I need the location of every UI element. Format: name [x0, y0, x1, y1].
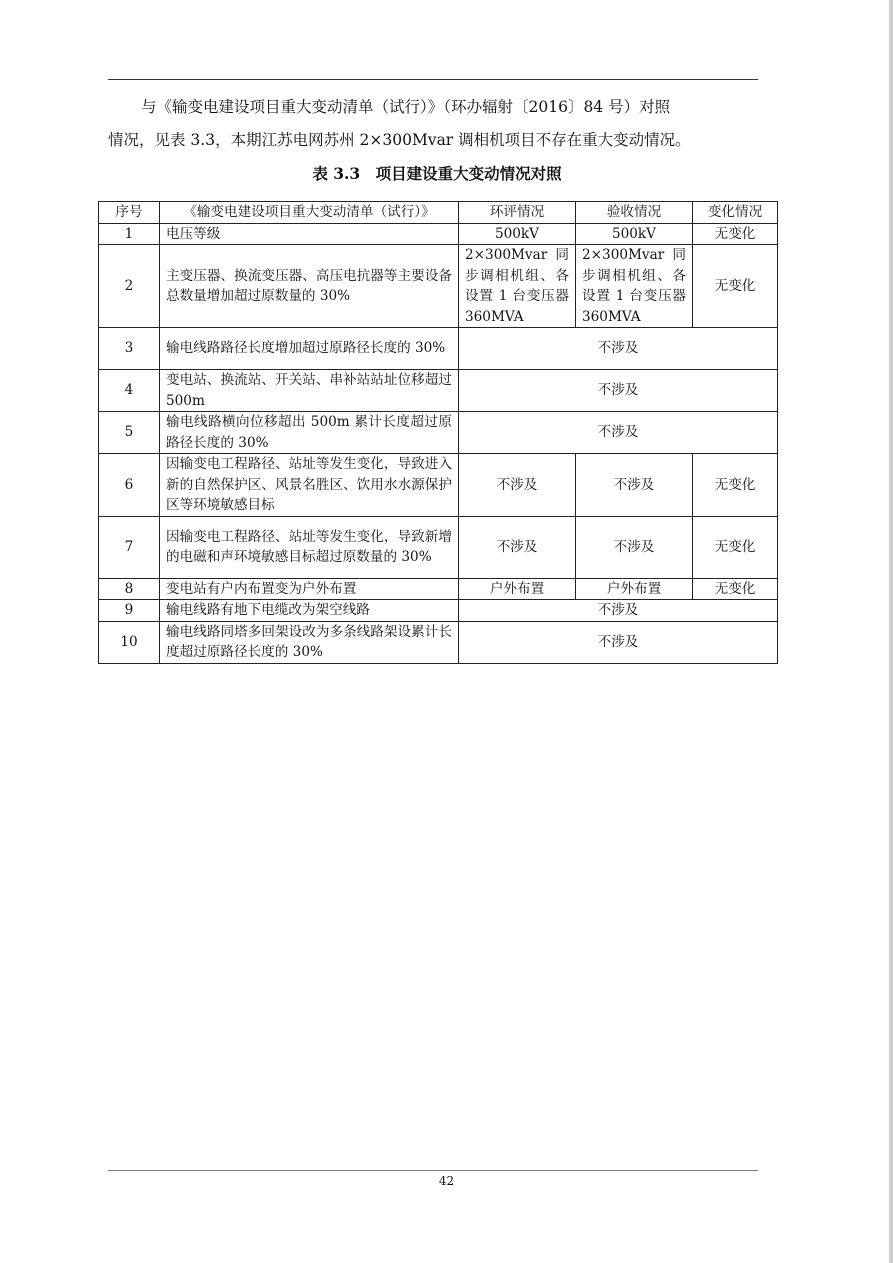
table-caption: 表 3.3 项目建设重大变动情况对照 — [312, 164, 562, 183]
table-header-row — [99, 202, 778, 224]
row-no: 5 — [99, 412, 160, 454]
row-no: 1 — [99, 223, 160, 245]
header-acceptance: 验收情况 — [576, 202, 693, 224]
table-row — [99, 328, 778, 370]
row-acceptance: 不涉及 — [576, 516, 693, 578]
row-no: 2 — [99, 245, 160, 328]
row-item: 输电线路同塔多回架设改为多条线路架设累计长度超过原路径长度的 30% — [160, 621, 459, 663]
row-merged-status: 不涉及 — [459, 370, 778, 412]
header-no: 序号 — [99, 202, 160, 224]
table-row — [99, 516, 778, 578]
row-merged-status: 不涉及 — [459, 600, 778, 622]
row-change: 无变化 — [693, 223, 778, 245]
row-no: 6 — [99, 454, 160, 517]
row-no: 4 — [99, 370, 160, 412]
table-row — [99, 600, 778, 622]
footer-rule — [108, 1170, 758, 1171]
table-row — [99, 223, 778, 245]
row-item: 主变压器、换流变压器、高压电抗器等主要设备总数量增加超过原数量的 30% — [160, 245, 459, 328]
table-row — [99, 454, 778, 517]
row-item: 变电站、换流站、开关站、串补站站址位移超过 500m — [160, 370, 459, 412]
header-item: 《输变电建设项目重大变动清单（试行）》 — [160, 202, 459, 224]
row-eia: 不涉及 — [459, 454, 576, 517]
row-eia: 不涉及 — [459, 516, 576, 578]
row-item: 因输变电工程路径、站址等发生变化，导致新增的电磁和声环境敏感目标超过原数量的 30% — [160, 516, 459, 578]
row-merged-status: 不涉及 — [459, 621, 778, 663]
table-row — [99, 578, 778, 600]
row-acceptance: 户外布置 — [576, 578, 693, 600]
row-change: 无变化 — [693, 578, 778, 600]
row-change: 无变化 — [693, 454, 778, 517]
row-acceptance: 2×300Mvar 同步调相机组、各设置 1 台变压器 360MVA — [576, 245, 693, 328]
header-eia: 环评情况 — [459, 202, 576, 224]
table-row — [99, 412, 778, 454]
row-item: 电压等级 — [160, 223, 459, 245]
major-change-comparison-table — [98, 201, 778, 664]
row-acceptance: 不涉及 — [576, 454, 693, 517]
row-change: 无变化 — [693, 245, 778, 328]
row-acceptance: 500kV — [576, 223, 693, 245]
row-merged-status: 不涉及 — [459, 412, 778, 454]
row-eia: 户外布置 — [459, 578, 576, 600]
row-item: 变电站有户内布置变为户外布置 — [160, 578, 459, 600]
table-row — [99, 245, 778, 328]
row-item: 因输变电工程路径、站址等发生变化，导致进入新的自然保护区、风景名胜区、饮用水水源保护区等环境敏感目标 — [160, 454, 459, 517]
row-item: 输电线路有地下电缆改为架空线路 — [160, 600, 459, 622]
row-no: 8 — [99, 578, 160, 600]
row-item: 输电线路横向位移超出 500m 累计长度超过原路径长度的 30% — [160, 412, 459, 454]
row-no: 10 — [99, 621, 160, 663]
row-merged-status: 不涉及 — [459, 328, 778, 370]
row-no: 3 — [99, 328, 160, 370]
row-item: 输电线路路径长度增加超过原路径长度的 30% — [160, 328, 459, 370]
row-change: 无变化 — [693, 516, 778, 578]
header-rule — [108, 79, 758, 80]
body-paragraph-line-2: 情况，见表 3.3，本期江苏电网苏州 2×300Mvar 调相机项目不存在重大变动情况。 — [108, 131, 691, 149]
row-eia: 500kV — [459, 223, 576, 245]
page-edge-shadow — [889, 0, 893, 1263]
table-row — [99, 621, 778, 663]
table-row — [99, 370, 778, 412]
row-no: 7 — [99, 516, 160, 578]
body-paragraph-line-1: 与《输变电建设项目重大变动清单（试行）》（环办辐射〔2016〕84 号）对照 — [141, 98, 671, 116]
row-no: 9 — [99, 600, 160, 622]
page-number: 42 — [438, 1174, 455, 1188]
row-eia: 2×300Mvar 同步调相机组、各设置 1 台变压器 360MVA — [459, 245, 576, 328]
header-change: 变化情况 — [693, 202, 778, 224]
